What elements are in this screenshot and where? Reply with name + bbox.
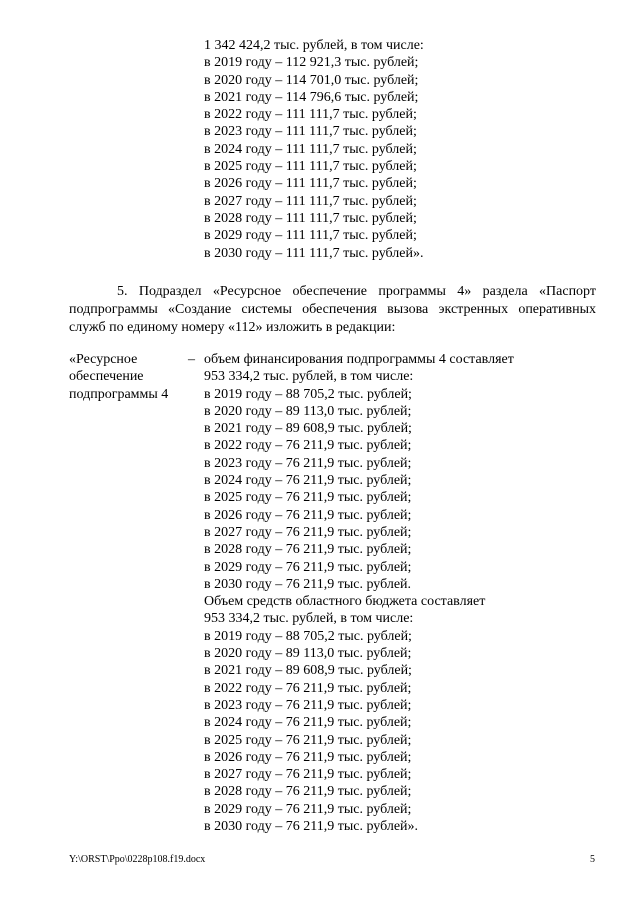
paragraph-5 [69, 283, 596, 337]
intro-line: в 2022 году – 111 111,7 тыс. рублей; [204, 107, 417, 123]
intro-line: в 2023 году – 111 111,7 тыс. рублей; [204, 124, 417, 140]
intro-line: в 2019 году – 112 921,3 тыс. рублей; [204, 55, 419, 71]
resource-value-line: в 2023 году – 76 211,9 тыс. рублей; [204, 697, 412, 713]
resource-value-line: в 2026 году – 76 211,9 тыс. рублей; [204, 749, 412, 765]
funding-breakdown-intro [204, 37, 424, 262]
resource-value-line: в 2022 году – 76 211,9 тыс. рублей; [204, 680, 412, 696]
resource-value-line: в 2027 году – 76 211,9 тыс. рублей; [204, 767, 412, 783]
resource-value-line: в 2021 году – 89 608,9 тыс. рублей; [204, 421, 412, 437]
resource-value-line: Объем средств областного бюджета составляет [204, 594, 486, 610]
resource-label-line: «Ресурсное [69, 352, 138, 367]
resource-value-line: в 2029 году – 76 211,9 тыс. рублей; [204, 559, 412, 575]
resource-label-column [69, 351, 168, 403]
footer-file-path: Y:\ORST\Ppo\0228p108.f19.docx [69, 854, 206, 865]
intro-line: в 2024 году – 111 111,7 тыс. рублей; [204, 141, 417, 157]
resource-value-line: в 2030 году – 76 211,9 тыс. рублей». [204, 819, 419, 835]
dash-separator: – [188, 352, 195, 367]
resource-value-line: в 2024 году – 76 211,9 тыс. рублей; [204, 715, 412, 731]
resource-value-line: 953 334,2 тыс. рублей, в том числе: [204, 611, 414, 627]
resource-value-line: в 2025 году – 76 211,9 тыс. рублей; [204, 732, 412, 748]
intro-line: в 2027 году – 111 111,7 тыс. рублей; [204, 193, 417, 209]
intro-line: в 2029 году – 111 111,7 тыс. рублей; [204, 228, 417, 244]
page-number: 5 [590, 854, 595, 865]
resource-value-line: объем финансирования подпрограммы 4 составляет [204, 352, 514, 367]
resource-value-line: в 2024 году – 76 211,9 тыс. рублей; [204, 473, 412, 489]
resource-label-line: обеспечение [69, 369, 144, 385]
resource-value-line: 953 334,2 тыс. рублей, в том числе: [204, 369, 414, 385]
intro-line: в 2021 году – 114 796,6 тыс. рублей; [204, 89, 419, 105]
resource-value-line: в 2025 году – 76 211,9 тыс. рублей; [204, 490, 412, 506]
intro-line: 1 342 424,2 тыс. рублей, в том числе: [204, 38, 424, 53]
resource-value-line: в 2029 году – 76 211,9 тыс. рублей; [204, 801, 412, 817]
paragraph-line: служб по единому номеру «112» изложить в редакции: [69, 320, 396, 335]
paragraph-line: подпрограммы «Создание системы обеспечения вызова экстренных оперативных [69, 302, 596, 317]
resource-value-line: в 2030 году – 76 211,9 тыс. рублей. [204, 576, 412, 592]
resource-value-line: в 2020 году – 89 113,0 тыс. рублей; [204, 646, 412, 662]
resource-value-line: в 2022 году – 76 211,9 тыс. рублей; [204, 438, 412, 454]
intro-line: в 2028 году – 111 111,7 тыс. рублей; [204, 210, 417, 226]
resource-value-line: в 2019 году – 88 705,2 тыс. рублей; [204, 628, 412, 644]
intro-line: в 2020 году – 114 701,0 тыс. рублей; [204, 72, 419, 88]
intro-line: в 2025 году – 111 111,7 тыс. рублей; [204, 159, 417, 175]
resource-value-line: в 2028 году – 76 211,9 тыс. рублей; [204, 784, 412, 800]
resource-value-line: в 2026 году – 76 211,9 тыс. рублей; [204, 507, 412, 523]
resource-value-line: в 2027 году – 76 211,9 тыс. рублей; [204, 524, 412, 540]
resource-value-line: в 2023 году – 76 211,9 тыс. рублей; [204, 455, 412, 471]
intro-line: в 2026 году – 111 111,7 тыс. рублей; [204, 176, 417, 192]
resource-value-line: в 2019 году – 88 705,2 тыс. рублей; [204, 386, 412, 402]
paragraph-line: 5. Подраздел «Ресурсное обеспечение программы 4» раздела «Паспорт [117, 284, 596, 299]
resource-value-column [204, 351, 514, 835]
resource-label-line: подпрограммы 4 [69, 386, 169, 402]
resource-value-line: в 2028 году – 76 211,9 тыс. рублей; [204, 542, 412, 558]
resource-value-line: в 2021 году – 89 608,9 тыс. рублей; [204, 663, 412, 679]
intro-line: в 2030 году – 111 111,7 тыс. рублей». [204, 245, 424, 261]
resource-value-line: в 2020 году – 89 113,0 тыс. рублей; [204, 403, 412, 419]
